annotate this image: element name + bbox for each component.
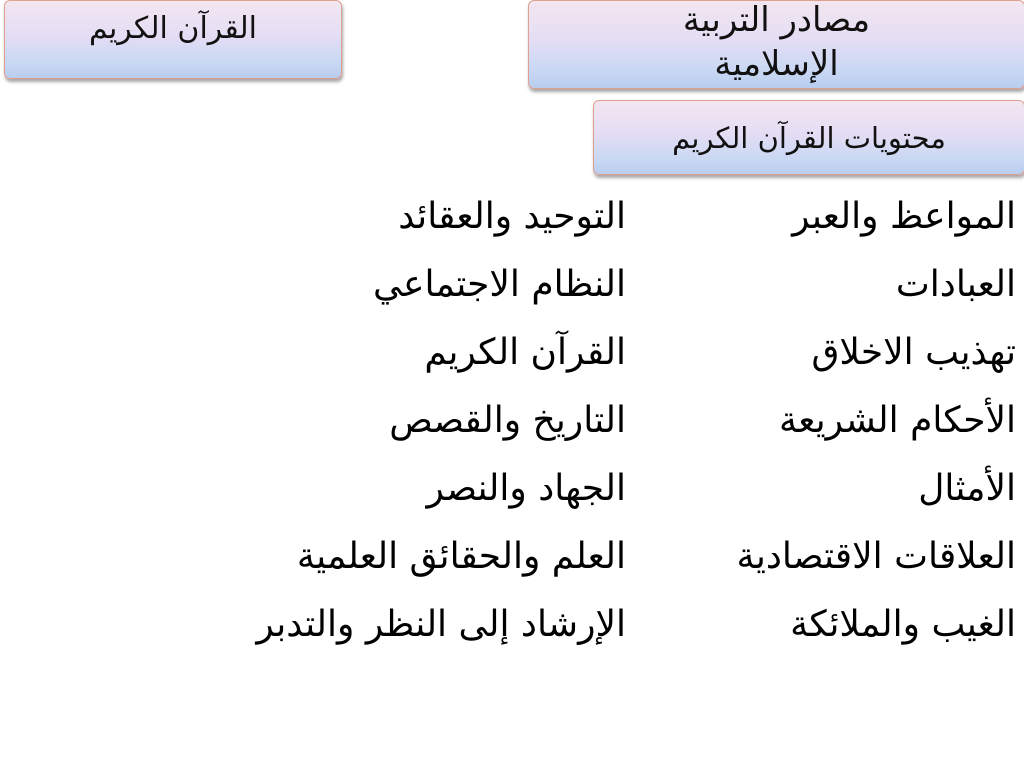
contents-list [136, 182, 1016, 658]
topic-right: الأمثال [918, 467, 1016, 509]
list-item [136, 182, 1016, 250]
topic-left: الجهاد والنصر [426, 467, 626, 509]
topic-right: الغيب والملائكة [790, 603, 1016, 645]
quran-contents-box [593, 100, 1024, 175]
list-item [136, 454, 1016, 522]
quran-contents-label: محتويات القرآن الكريم [672, 120, 946, 155]
topic-left: النظام الاجتماعي [373, 263, 626, 305]
topic-right: الأحكام الشريعة [778, 399, 1016, 441]
topic-right: المواعظ والعبر [792, 195, 1016, 237]
sources-title [683, 0, 870, 86]
topic-left: التوحيد والعقائد [398, 195, 626, 237]
topic-right: العبادات [895, 263, 1016, 305]
list-item [136, 590, 1016, 658]
topic-right: العلاقات الاقتصادية [736, 535, 1016, 577]
list-item [136, 386, 1016, 454]
topic-right: تهذيب الاخلاق [811, 331, 1016, 373]
list-item [136, 318, 1016, 386]
quran-title-label: القرآن الكريم [88, 11, 258, 46]
topic-left: الإرشاد إلى النظر والتدبر [256, 603, 626, 645]
list-item [136, 522, 1016, 590]
topic-left: القرآن الكريم [424, 331, 626, 373]
islamic-education-sources-box [528, 0, 1024, 89]
list-item [136, 250, 1016, 318]
quran-title-box [4, 0, 342, 79]
topic-left: العلم والحقائق العلمية [296, 535, 626, 577]
topic-left: التاريخ والقصص [389, 399, 626, 441]
sources-title-line2: الإسلامية [714, 44, 839, 84]
sources-title-line1: مصادر التربية [682, 0, 871, 40]
